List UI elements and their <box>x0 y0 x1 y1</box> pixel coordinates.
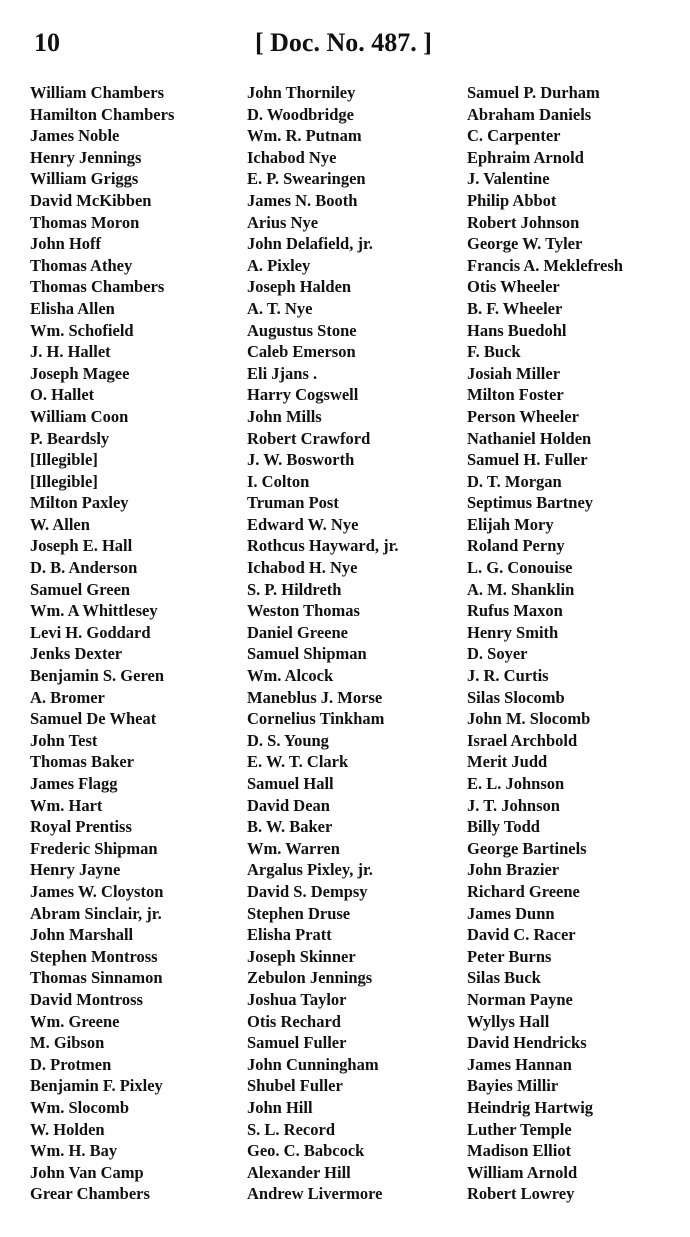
name-entry: James Hannan <box>467 1054 572 1074</box>
name-entry: Thomas Sinnamon <box>30 968 163 988</box>
name-entry: James Flagg <box>30 774 118 793</box>
name-entry: William Chambers <box>30 83 164 102</box>
name-entry: Zebulon Jennings <box>247 968 373 988</box>
name-entry: Alexander Hill <box>247 1162 351 1182</box>
name-entry: Joshua Taylor <box>247 989 347 1009</box>
name-entry: I. Colton <box>247 471 310 491</box>
name-entry: Thomas Athey <box>30 255 133 275</box>
name-entry: B. W. Baker <box>247 817 333 837</box>
name-entry: James N. Booth <box>247 190 358 210</box>
name-entry: Stephen Montross <box>30 946 158 966</box>
name-entry: J. W. Bosworth <box>247 450 355 470</box>
name-entry: Benjamin S. Geren <box>30 666 164 686</box>
name-entry: S. L. Record <box>247 1119 335 1139</box>
document-reference: [ Doc. No. 487. ] <box>255 28 432 57</box>
name-entry: Francis A. Meklefresh <box>467 255 623 275</box>
name-entry: D. Protmen <box>30 1054 112 1074</box>
name-entry: D. S. Young <box>247 730 329 750</box>
name-column-2 <box>247 82 465 1205</box>
name-entry: D. Soyer <box>467 644 528 664</box>
name-entry: Thomas Chambers <box>30 277 165 297</box>
name-entry: Wm. Alcock <box>247 666 334 686</box>
name-entry: Nathaniel Holden <box>467 428 592 448</box>
name-entry: Caleb Emerson <box>247 342 356 362</box>
name-entry: Elijah Mory <box>467 514 554 534</box>
name-entry: Abraham Daniels <box>467 104 592 124</box>
name-column-3 <box>467 82 687 1205</box>
name-entry: Milton Paxley <box>30 493 129 513</box>
name-entry: David C. Racer <box>467 925 576 945</box>
name-entry: J. T. Johnson <box>467 795 560 815</box>
page-number: 10 <box>34 28 60 57</box>
name-entry: William Griggs <box>30 169 139 189</box>
name-entry: W. Holden <box>30 1119 105 1139</box>
name-entry: Jenks Dexter <box>30 644 123 664</box>
name-entry: John Delafield, jr. <box>247 234 373 254</box>
name-entry: John Test <box>30 730 98 750</box>
name-entry: D. T. Morgan <box>467 471 562 491</box>
name-entry: Samuel H. Fuller <box>467 450 588 470</box>
name-entry: Royal Prentiss <box>30 817 132 837</box>
name-entry: Samuel Green <box>30 579 131 599</box>
name-entry: Joseph E. Hall <box>30 536 133 556</box>
name-entry: Joseph Skinner <box>247 946 356 966</box>
name-entry: David Dean <box>247 795 330 815</box>
name-entry: J. H. Hallet <box>30 342 111 362</box>
name-entry: Grear Chambers <box>30 1184 150 1204</box>
name-entry: Wm. Warren <box>247 838 340 858</box>
name-entry: Abram Sinclair, jr. <box>30 903 162 923</box>
name-entry: John Van Camp <box>30 1162 144 1182</box>
name-entry: Andrew Livermore <box>247 1184 383 1204</box>
name-entry: James Dunn <box>467 903 555 923</box>
name-entry: Elisha Allen <box>30 298 115 318</box>
name-entry: Shubel Fuller <box>247 1076 343 1096</box>
name-entry: Luther Temple <box>467 1119 572 1139</box>
name-entry: Henry Jennings <box>30 147 142 167</box>
name-entry: Weston Thomas <box>247 601 360 621</box>
name-entry: William Coon <box>30 406 129 426</box>
name-entry: John M. Slocomb <box>467 709 591 729</box>
name-entry: J. R. Curtis <box>467 666 549 686</box>
name-entry: Joseph Magee <box>30 363 130 383</box>
name-entry: L. G. Conouise <box>467 558 573 578</box>
name-entry: John Brazier <box>467 860 560 880</box>
name-entry: Arius Nye <box>247 212 319 232</box>
name-entry: F. Buck <box>467 342 521 362</box>
name-entry: P. Beardsly <box>30 428 110 448</box>
name-entry: Hans Buedohl <box>467 320 567 340</box>
name-entry: Wm. R. Putnam <box>247 126 362 146</box>
name-entry: Rufus Maxon <box>467 601 563 621</box>
name-entry: Wyllys Hall <box>467 1011 550 1031</box>
name-entry: Levi H. Goddard <box>30 622 151 642</box>
name-entry: Augustus Stone <box>247 320 357 340</box>
name-entry: Heindrig Hartwig <box>467 1097 594 1117</box>
name-entry: Samuel Fuller <box>247 1033 347 1053</box>
name-entry: Robert Crawford <box>247 428 371 448</box>
name-entry: John Cunningham <box>247 1054 379 1074</box>
name-entry: James W. Cloyston <box>30 881 164 901</box>
name-entry: David McKibben <box>30 190 152 210</box>
name-entry: Geo. C. Babcock <box>247 1141 365 1161</box>
name-entry: Samuel De Wheat <box>30 709 157 729</box>
name-column-1 <box>30 82 245 1205</box>
name-entry: E. L. Johnson <box>467 774 565 793</box>
name-entry: Peter Burns <box>467 946 552 966</box>
name-entry: Billy Todd <box>467 817 540 837</box>
name-entry: David S. Dempsy <box>247 881 368 901</box>
name-entry: [Illegible] <box>30 471 98 491</box>
name-entry: D. Woodbridge <box>247 104 354 124</box>
name-entry: A. T. Nye <box>247 298 313 318</box>
name-entry: D. B. Anderson <box>30 558 138 578</box>
name-entry: Merit Judd <box>467 752 548 772</box>
name-entry: Daniel Greene <box>247 622 348 642</box>
name-entry: Stephen Druse <box>247 903 351 923</box>
name-entry: Thomas Moron <box>30 212 140 232</box>
name-entry: Richard Greene <box>467 881 580 901</box>
name-entry: Harry Cogswell <box>247 385 359 405</box>
name-entry: E. P. Swearingen <box>247 169 366 189</box>
name-entry: Milton Foster <box>467 385 564 405</box>
name-entry: Bayies Millir <box>467 1076 559 1096</box>
name-entry: George W. Tyler <box>467 234 583 254</box>
name-entry: Wm. H. Bay <box>30 1141 118 1161</box>
name-entry: Wm. Greene <box>30 1011 120 1031</box>
name-entry: Maneblus J. Morse <box>247 687 383 707</box>
name-entry: A. Pixley <box>247 255 311 275</box>
name-entry: A. Bromer <box>30 687 105 707</box>
name-entry: James Noble <box>30 126 120 146</box>
name-entry: John Hill <box>247 1097 313 1117</box>
name-entry: William Arnold <box>467 1162 578 1182</box>
name-entry: [Illegible] <box>30 450 98 470</box>
name-entry: Eli Jjans . <box>247 363 318 383</box>
name-entry: O. Hallet <box>30 385 95 405</box>
name-entry: Philip Abbot <box>467 190 557 210</box>
name-entry: Edward W. Nye <box>247 514 359 534</box>
name-entry: Argalus Pixley, jr. <box>247 860 373 880</box>
name-entry: Frederic Shipman <box>30 838 158 858</box>
name-entry: B. F. Wheeler <box>467 298 563 318</box>
name-entry: John Hoff <box>30 234 102 254</box>
name-entry: Norman Payne <box>467 989 573 1009</box>
name-entry: Henry Smith <box>467 622 559 642</box>
name-entry: Robert Johnson <box>467 212 580 232</box>
name-entry: Thomas Baker <box>30 752 135 772</box>
name-entry: Samuel P. Durham <box>467 83 600 102</box>
name-entry: Henry Jayne <box>30 860 121 880</box>
name-entry: Roland Perny <box>467 536 565 556</box>
name-entry: Rothcus Hayward, jr. <box>247 536 399 556</box>
name-entry: Person Wheeler <box>467 406 579 426</box>
name-entry: Hamilton Chambers <box>30 104 175 124</box>
name-entry: Silas Buck <box>467 968 541 988</box>
name-entry: Ephraim Arnold <box>467 147 584 167</box>
name-entry: M. Gibson <box>30 1033 105 1053</box>
name-entry: Ichabod Nye <box>247 147 337 167</box>
name-entry: Wm. Hart <box>30 795 103 815</box>
name-entry: Samuel Shipman <box>247 644 367 664</box>
name-entry: A. M. Shanklin <box>467 579 575 599</box>
name-entry: Josiah Miller <box>467 363 561 383</box>
name-entry: Joseph Halden <box>247 277 352 297</box>
name-entry: Wm. A Whittlesey <box>30 601 158 621</box>
name-entry: J. Valentine <box>467 169 550 189</box>
name-entry: C. Carpenter <box>467 126 561 146</box>
name-entry: John Mills <box>247 406 322 426</box>
name-entry: David Hendricks <box>467 1033 587 1053</box>
name-entry: E. W. T. Clark <box>247 752 349 772</box>
name-entry: Samuel Hall <box>247 774 334 793</box>
name-entry: Ichabod H. Nye <box>247 558 358 578</box>
name-entry: Septimus Bartney <box>467 493 594 513</box>
name-entry: Otis Wheeler <box>467 277 560 297</box>
name-entry: Wm. Schofield <box>30 320 134 340</box>
name-entry: Benjamin F. Pixley <box>30 1076 163 1096</box>
name-entry: George Bartinels <box>467 838 587 858</box>
name-entry: Wm. Slocomb <box>30 1097 129 1117</box>
name-entry: David Montross <box>30 989 143 1009</box>
name-entry: Robert Lowrey <box>467 1184 575 1204</box>
name-entry: John Marshall <box>30 925 134 945</box>
name-entry: John Thorniley <box>247 83 356 102</box>
name-entry: Israel Archbold <box>467 730 578 750</box>
name-entry: Truman Post <box>247 493 339 513</box>
name-entry: Madison Elliot <box>467 1141 572 1161</box>
name-entry: Silas Slocomb <box>467 687 565 707</box>
name-entry: Cornelius Tinkham <box>247 709 385 729</box>
name-entry: W. Allen <box>30 514 90 534</box>
name-entry: Elisha Pratt <box>247 925 332 945</box>
name-entry: Otis Rechard <box>247 1011 341 1031</box>
name-columns <box>0 82 690 1222</box>
name-entry: S. P. Hildreth <box>247 579 342 599</box>
